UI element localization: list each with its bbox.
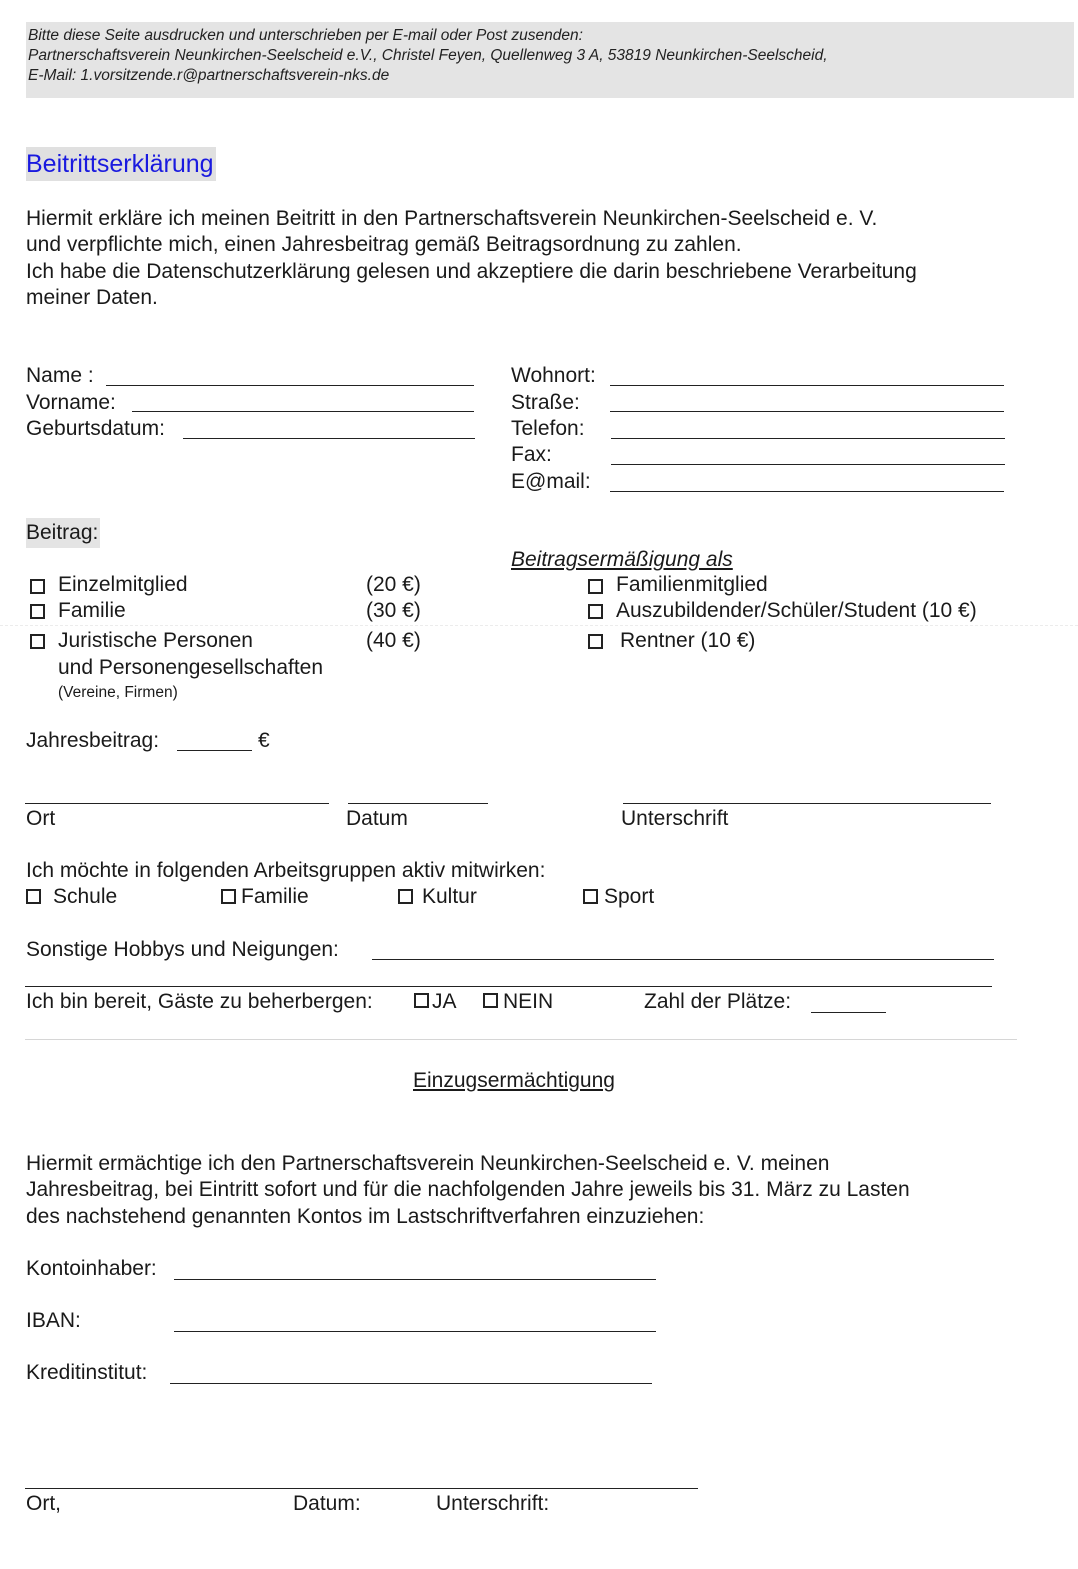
- strasse-label: Straße:: [511, 391, 580, 414]
- form-title: Beitrittserklärung: [26, 147, 216, 181]
- ermaessigung-title: Beitragsermäßigung als: [511, 548, 733, 571]
- familienmitglied-checkbox[interactable]: [588, 579, 603, 594]
- geburtsdatum-label: Geburtsdatum:: [26, 417, 165, 440]
- familie-label: Familie: [58, 599, 126, 622]
- ort-field-1[interactable]: [25, 803, 329, 804]
- einzelmitglied-label: Einzelmitglied: [58, 573, 188, 596]
- fax-field[interactable]: [611, 464, 1005, 465]
- fax-label: Fax:: [511, 443, 552, 466]
- azubi-checkbox[interactable]: [588, 604, 603, 619]
- section-divider: [25, 1039, 1017, 1040]
- plaetze-label: Zahl der Plätze:: [644, 990, 792, 1013]
- ort-label-1: Ort: [26, 807, 56, 830]
- vereine-firmen-note: (Vereine, Firmen): [58, 684, 178, 701]
- einzug-title: Einzugsermächtigung: [413, 1069, 615, 1092]
- intro-line-3: Ich habe die Datenschutzerklärung gelesen und akzeptiere die darin beschriebene Verarbeitung: [26, 260, 917, 283]
- einzug-line-1: Hiermit ermächtige ich den Partnerschaftsverein Neunkirchen-Seelscheid e. V. meinen: [26, 1152, 830, 1175]
- kontoinhaber-field[interactable]: [174, 1279, 656, 1280]
- juristische-personen-price: (40 €): [366, 629, 421, 652]
- header-line-2: Partnerschaftsverein Neunkirchen-Seelscheid e.V., Christel Feyen, Quellenweg 3 A, 53819 Neunkirchen-Seelscheid,: [28, 47, 828, 64]
- beitrag-label: Beitrag:: [26, 518, 100, 548]
- kreditinstitut-field[interactable]: [170, 1383, 652, 1384]
- signature-field-2[interactable]: [25, 1488, 698, 1489]
- jahresbeitrag-label: Jahresbeitrag:: [26, 729, 160, 752]
- wohnort-label: Wohnort:: [511, 364, 596, 387]
- faint-divider: [0, 625, 1078, 626]
- ja-label: JA: [432, 990, 457, 1013]
- familie-checkbox[interactable]: [30, 604, 45, 619]
- ort-label-2: Ort,: [26, 1492, 61, 1515]
- nein-checkbox[interactable]: [483, 993, 498, 1008]
- name-field[interactable]: [106, 385, 474, 386]
- header-line-3: E-Mail: 1.vorsitzende.r@partnerschaftsverein-nks.de: [28, 67, 390, 84]
- telefon-label: Telefon:: [511, 417, 585, 440]
- juristische-personen-checkbox[interactable]: [30, 634, 45, 649]
- familienmitglied-label: Familienmitglied: [616, 573, 768, 596]
- rentner-label: Rentner (10 €): [620, 629, 756, 652]
- email-field[interactable]: [610, 491, 1004, 492]
- kultur-checkbox[interactable]: [398, 889, 413, 904]
- hobbys-field[interactable]: [372, 959, 994, 960]
- unterschrift-label-1: Unterschrift: [621, 807, 729, 830]
- arbeitsgruppen-intro: Ich möchte in folgenden Arbeitsgruppen aktiv mitwirken:: [26, 859, 546, 882]
- intro-line-1: Hiermit erkläre ich meinen Beitritt in den Partnerschaftsverein Neunkirchen-Seelscheid e. V.: [26, 207, 878, 230]
- intro-line-4: meiner Daten.: [26, 286, 158, 309]
- hobbys-field-2[interactable]: [25, 986, 992, 987]
- familie-group-label: Familie: [241, 885, 309, 908]
- sport-label: Sport: [604, 885, 655, 908]
- ja-checkbox[interactable]: [414, 993, 429, 1008]
- familie-group-checkbox[interactable]: [221, 889, 236, 904]
- header-line-1: Bitte diese Seite ausdrucken und unterschrieben per E-mail oder Post zusenden:: [28, 27, 583, 44]
- iban-label: IBAN:: [26, 1309, 81, 1332]
- vorname-label: Vorname:: [26, 391, 116, 414]
- datum-label-2: Datum:: [293, 1492, 361, 1515]
- einzug-line-2: Jahresbeitrag, bei Eintritt sofort und für die nachfolgenden Jahre jeweils bis 31. März zu Lasten: [26, 1178, 910, 1201]
- intro-line-2: und verpflichte mich, einen Jahresbeitrag gemäß Beitragsordnung zu zahlen.: [26, 233, 742, 256]
- azubi-label: Auszubildender/Schüler/Student (10 €): [616, 599, 977, 622]
- kultur-label: Kultur: [422, 885, 477, 908]
- sport-checkbox[interactable]: [583, 889, 598, 904]
- familie-price: (30 €): [366, 599, 421, 622]
- instructions-header: [26, 22, 1074, 98]
- datum-field-1[interactable]: [348, 803, 488, 804]
- einzug-line-3: des nachstehend genannten Kontos im Lastschriftverfahren einzuziehen:: [26, 1205, 705, 1228]
- jahresbeitrag-field[interactable]: [177, 750, 252, 751]
- einzelmitglied-price: (20 €): [366, 573, 421, 596]
- geburtsdatum-field[interactable]: [183, 438, 475, 439]
- schule-checkbox[interactable]: [26, 889, 41, 904]
- email-label: E@mail:: [511, 470, 591, 493]
- unterschrift-label-2: Unterschrift:: [436, 1492, 550, 1515]
- plaetze-field[interactable]: [811, 1012, 886, 1013]
- jahresbeitrag-currency: €: [258, 729, 270, 752]
- telefon-field[interactable]: [611, 438, 1005, 439]
- personengesellschaften-label: und Personengesellschaften: [58, 656, 324, 679]
- iban-field[interactable]: [174, 1331, 656, 1332]
- schule-label: Schule: [53, 885, 118, 908]
- kreditinstitut-label: Kreditinstitut:: [26, 1361, 148, 1384]
- rentner-checkbox[interactable]: [588, 634, 603, 649]
- hobbys-label: Sonstige Hobbys und Neigungen:: [26, 938, 339, 961]
- kontoinhaber-label: Kontoinhaber:: [26, 1257, 157, 1280]
- strasse-field[interactable]: [610, 411, 1004, 412]
- juristische-personen-label: Juristische Personen: [58, 629, 253, 652]
- name-label: Name :: [26, 364, 94, 387]
- wohnort-field[interactable]: [610, 385, 1004, 386]
- unterschrift-field-1[interactable]: [623, 803, 991, 804]
- vorname-field[interactable]: [132, 411, 474, 412]
- gaeste-label: Ich bin bereit, Gäste zu beherbergen:: [26, 990, 373, 1013]
- nein-label: NEIN: [503, 990, 554, 1013]
- einzelmitglied-checkbox[interactable]: [30, 579, 45, 594]
- datum-label-1: Datum: [346, 807, 408, 830]
